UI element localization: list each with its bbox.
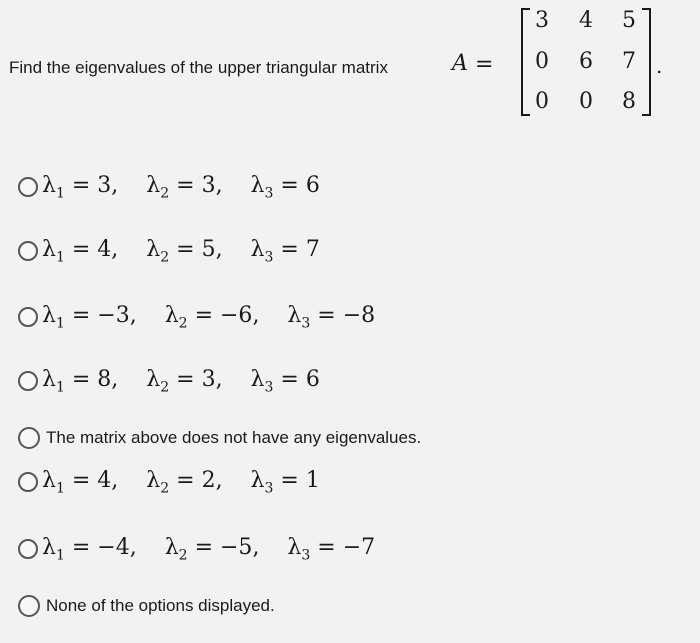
- option-math: $\lambda_1 = -3$, $\lambda_2 = -6$, $\lambda_3 = -8$: [42, 303, 376, 332]
- matrix-cell: 3: [535, 8, 549, 33]
- matrix-cell: 0: [535, 89, 549, 114]
- matrix-cell: 8: [622, 89, 636, 114]
- end-punctuation: .: [656, 54, 663, 78]
- matrix-cell: 0: [579, 89, 593, 114]
- question-prompt: Find the eigenvalues of the upper triangular matrix: [9, 58, 388, 77]
- radio-button[interactable]: [18, 371, 38, 391]
- answer-option[interactable]: [18, 173, 320, 201]
- option-math: $\lambda_1 = 4$, $\lambda_2 = 2$, $\lambda_3 = 1$: [42, 468, 320, 497]
- option-label: None of the options displayed.: [46, 596, 275, 615]
- radio-button[interactable]: [18, 595, 40, 617]
- answer-option[interactable]: [18, 367, 320, 395]
- option-math: $\lambda_1 = 4$, $\lambda_2 = 5$, $\lambda_3 = 7$: [42, 237, 320, 266]
- answer-option[interactable]: [18, 303, 375, 331]
- matrix-cell: 4: [579, 8, 593, 33]
- equals-sign: =: [475, 52, 494, 77]
- option-math: $\lambda_1 = 8$, $\lambda_2 = 3$, $\lambda_3 = 6$: [42, 367, 320, 396]
- radio-button[interactable]: [18, 177, 38, 197]
- answer-option[interactable]: [18, 427, 421, 449]
- radio-button[interactable]: [18, 427, 40, 449]
- radio-button[interactable]: [18, 539, 38, 559]
- matrix-a: [521, 6, 651, 118]
- radio-button[interactable]: [18, 307, 38, 327]
- radio-button[interactable]: [18, 472, 38, 492]
- option-math: $\lambda_1 = -4$, $\lambda_2 = -5$, $\lambda_3 = -7$: [42, 535, 376, 564]
- matrix-variable: A: [452, 51, 468, 76]
- answer-option[interactable]: [18, 468, 320, 496]
- answer-option[interactable]: [18, 237, 320, 265]
- answer-option[interactable]: [18, 535, 375, 563]
- option-label: The matrix above does not have any eigenvalues.: [46, 428, 422, 447]
- matrix-cell: 6: [579, 49, 593, 74]
- matrix-cell: 0: [535, 49, 549, 74]
- option-math: $\lambda_1 = 3$, $\lambda_2 = 3$, $\lambda_3 = 6$: [42, 173, 320, 202]
- matrix-cell: 5: [622, 8, 636, 33]
- matrix-cell: 7: [622, 49, 636, 74]
- radio-button[interactable]: [18, 241, 38, 261]
- answer-option[interactable]: [18, 595, 275, 617]
